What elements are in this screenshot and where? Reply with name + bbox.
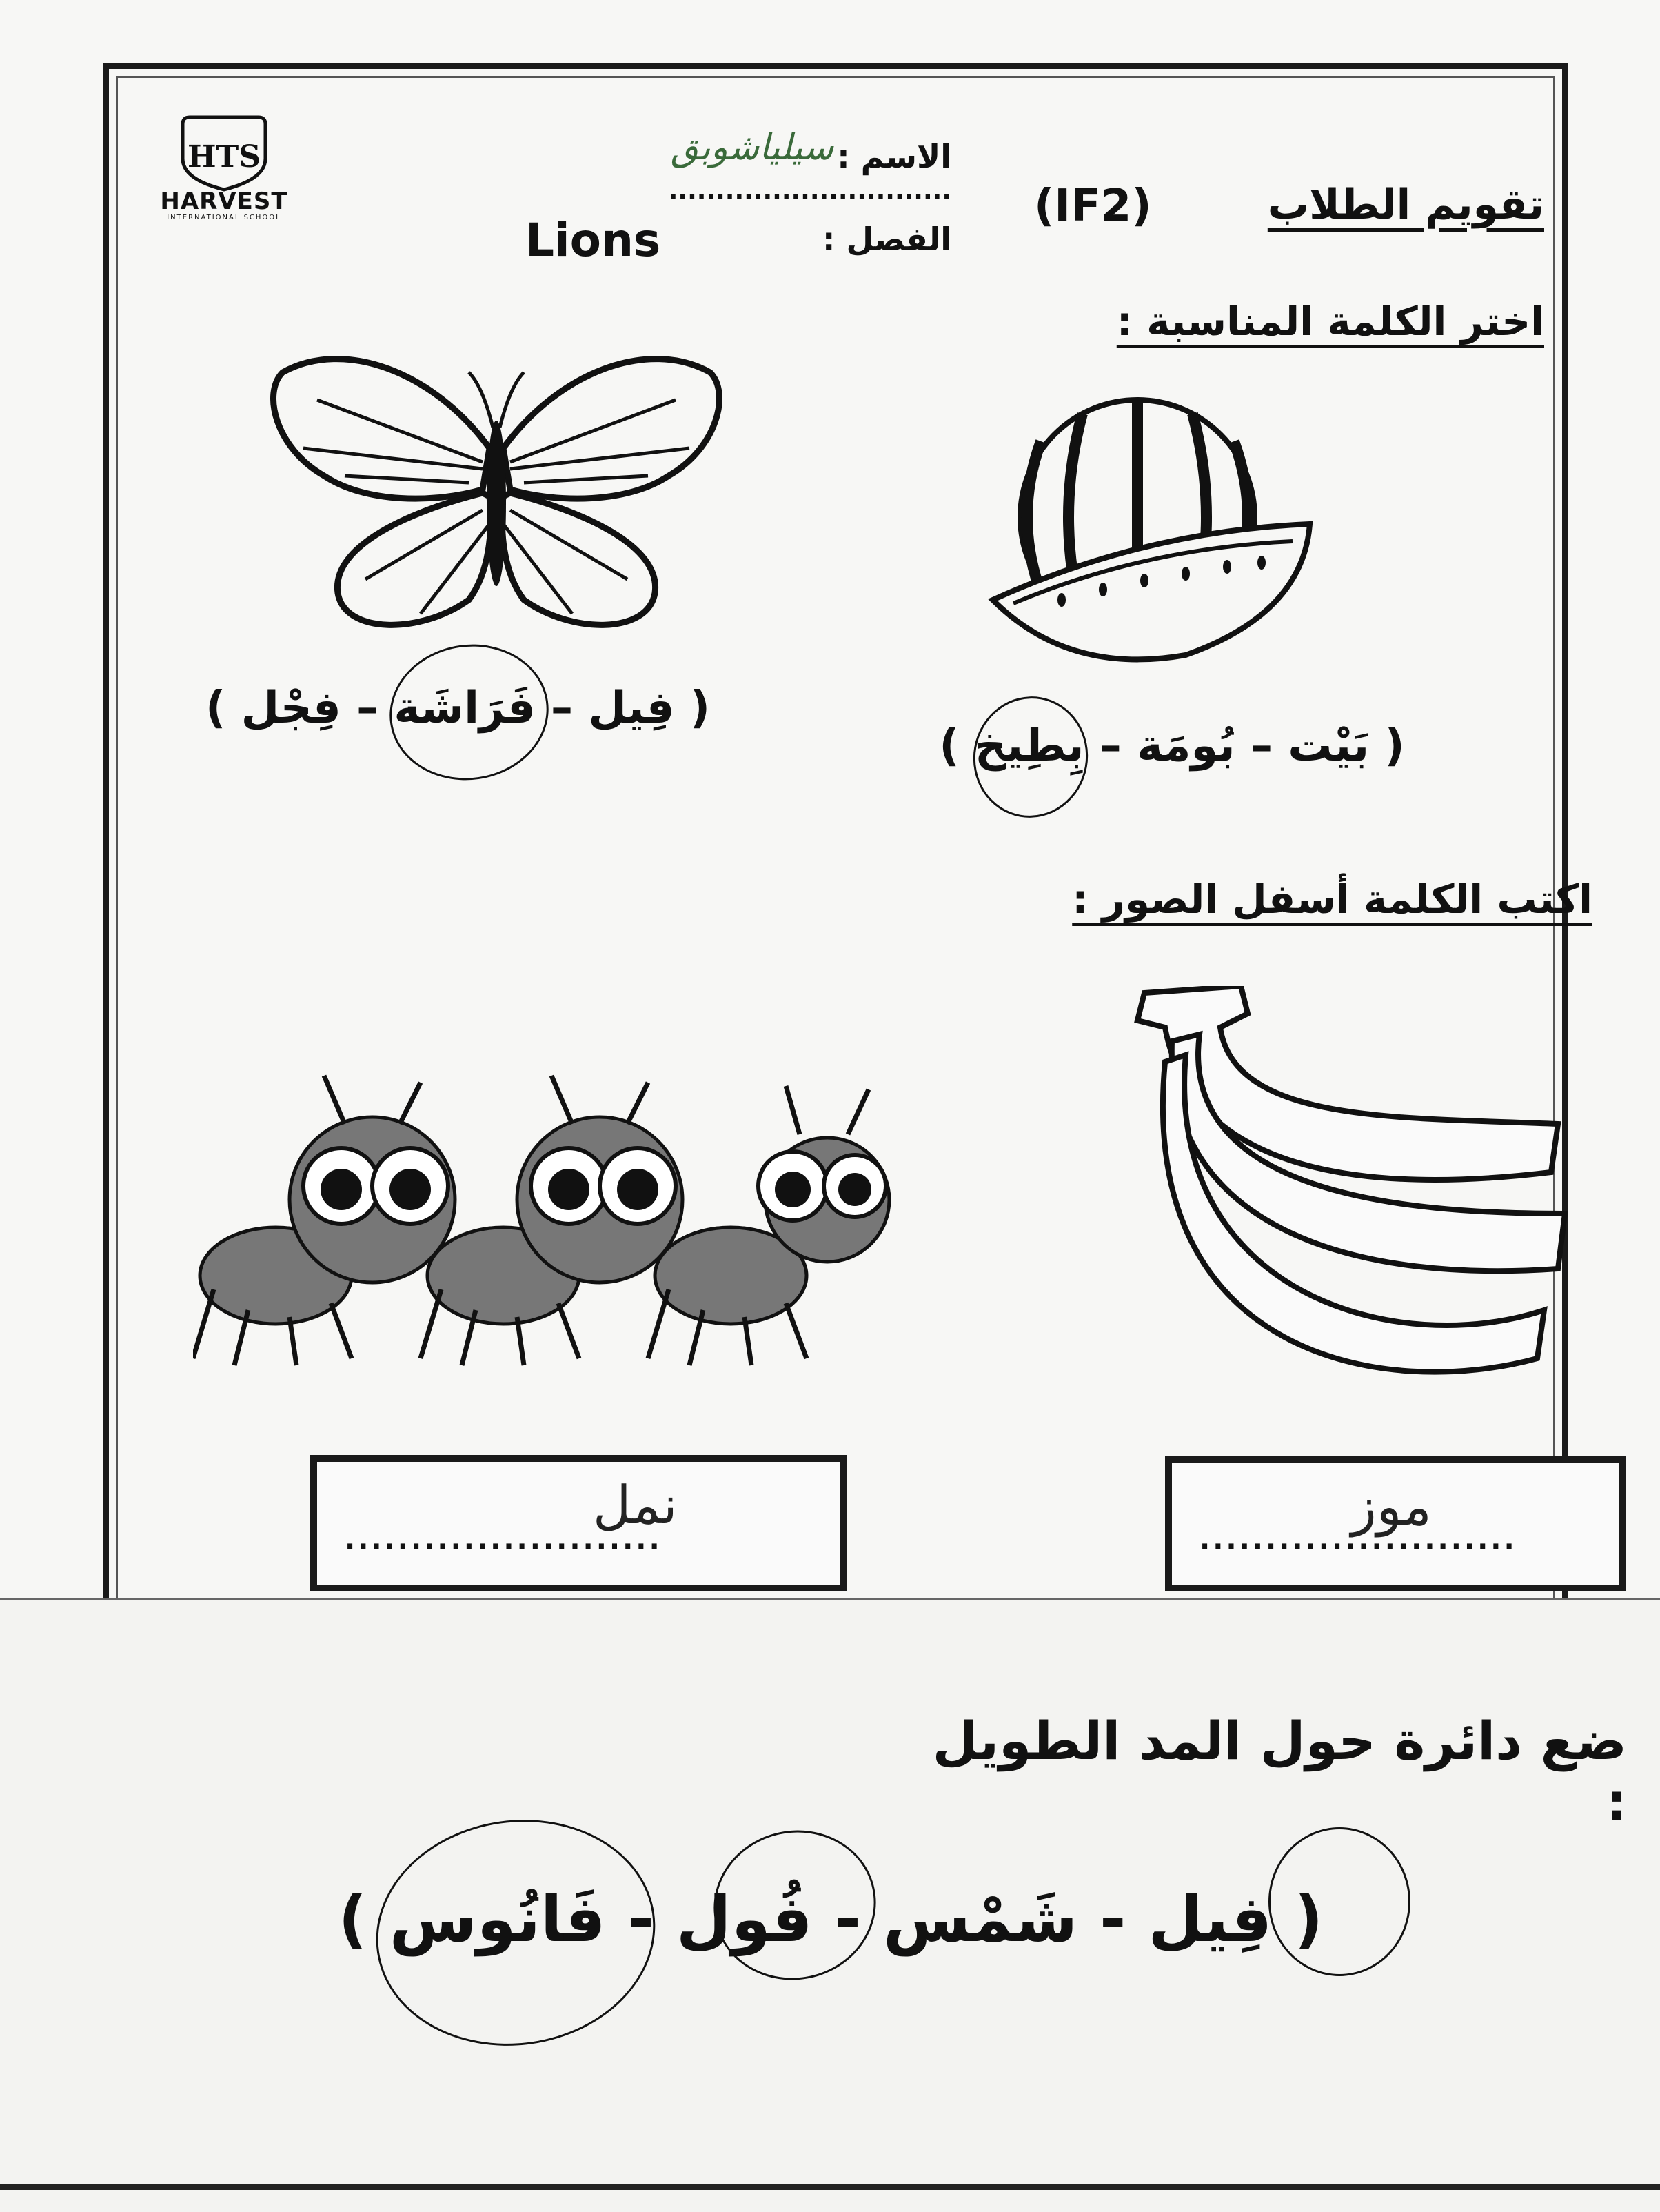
school-logo (148, 110, 300, 221)
answer-box-ants[interactable] (310, 1455, 847, 1591)
page-fold-line (0, 1598, 1660, 1600)
class-label-wrap (807, 221, 951, 258)
ant-icon (193, 1069, 896, 1372)
answer-box-banana[interactable] (1165, 1456, 1626, 1591)
question1-options: ( فِيل – فَرَاشَة – فِجْل ) (205, 683, 710, 734)
school-subtitle: INTERNATIONAL SCHOOL (167, 214, 281, 221)
section3-instruction: ضع دائرة حول المد الطويل : (932, 1710, 1627, 1833)
page-title: تقويم الطلاب (1267, 181, 1544, 229)
name-row (414, 127, 951, 205)
class-label: الفصل : (822, 221, 951, 258)
name-handwritten: سيلياشوبق (670, 127, 834, 168)
section2-instruction: اكتب الكلمة أسفل الصور : (1072, 876, 1592, 923)
school-name: HARVEST (160, 188, 288, 215)
answer-box-banana-dots: ........................ (1200, 1524, 1517, 1556)
answer-box-ants-handwriting: نمل (593, 1474, 678, 1536)
banana-picture (1124, 986, 1579, 1430)
answer-box-banana-handwriting: موز (1351, 1476, 1432, 1537)
butterfly-picture (262, 345, 731, 651)
question2-options: ( بَيْت – بُومَة – بِطِيخ ) (939, 721, 1405, 772)
class-value: Lions (525, 214, 661, 267)
ants-picture (193, 1069, 896, 1375)
banana-icon (1124, 986, 1579, 1427)
answer-circle-feel (1268, 1827, 1410, 1976)
watermelon-picture (979, 393, 1317, 685)
name-label: الاسم : (837, 138, 951, 175)
name-dots: .............................. (668, 177, 951, 205)
section1-instruction: اختر الكلمة المناسبة : (1116, 298, 1544, 345)
svg-text:HTS: HTS (187, 139, 261, 174)
answer-box-ants-dots: ........................ (345, 1524, 662, 1556)
watermelon-icon (979, 393, 1317, 683)
level-code: (IF2) (1034, 181, 1152, 232)
bottom-rule (0, 2184, 1660, 2190)
butterfly-icon (262, 345, 731, 648)
question3-words: ( فِيل - شَمْس - فُول - فَانُوس ) (338, 1882, 1324, 1956)
